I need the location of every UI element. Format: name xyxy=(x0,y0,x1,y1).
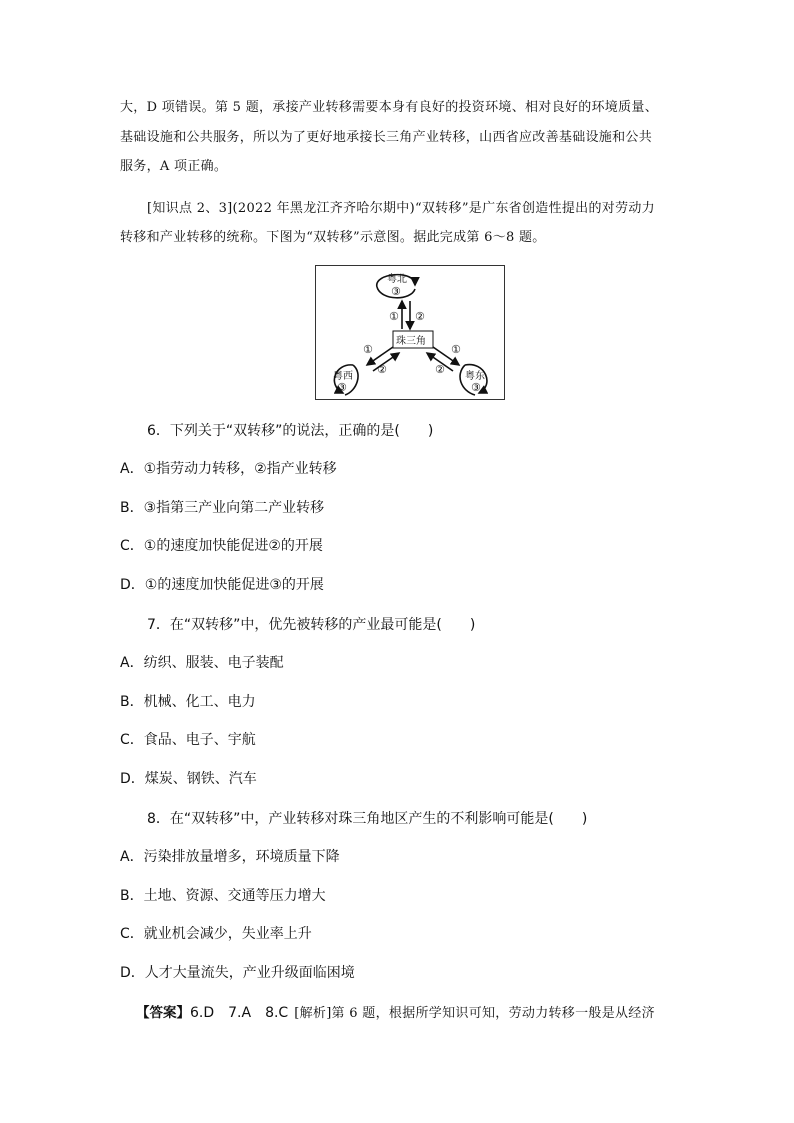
option-d: D．①的速度加快能促进③的开展 xyxy=(120,577,324,593)
answer-line xyxy=(136,1004,696,1023)
double-transfer-diagram xyxy=(315,265,505,400)
analysis-line-1: 大，D 项错误。第 5 题，承接产业转移需要本身有良好的投资环境、相对良好的环境质量、 xyxy=(120,100,658,115)
option-d: D．煤炭、钢铁、汽车 xyxy=(120,771,257,787)
question-stem: 7．在“双转移”中，优先被转移的产业最可能是( ) xyxy=(147,617,476,633)
analysis-line-2: 基础设施和公共服务，所以为了更好地承接长三角产业转移，山西省应改善基础设施和公共 xyxy=(120,130,653,145)
question-stem: 6．下列关于“双转移”的说法，正确的是( ) xyxy=(147,423,434,439)
west-mark-1: ① xyxy=(363,343,373,356)
region-north-label: 粤北 xyxy=(387,274,407,285)
west-mark-2: ② xyxy=(377,363,387,376)
option-a: A．①指劳动力转移，②指产业转移 xyxy=(120,461,337,477)
option-a: A．污染排放量增多，环境质量下降 xyxy=(120,849,340,865)
question-stem: 8．在“双转移”中，产业转移对珠三角地区产生的不利影响可能是( ) xyxy=(147,811,588,827)
region-east-label: 粤东 xyxy=(465,371,485,382)
east-mark-1: ① xyxy=(451,343,461,356)
region-west-label: 粤西 xyxy=(333,371,353,382)
west-mark-3: ③ xyxy=(337,381,347,394)
answer-label: 【答案】 xyxy=(136,1005,190,1021)
option-a: A．纺织、服装、电子装配 xyxy=(120,655,284,671)
north-mark-1: ① xyxy=(389,310,399,323)
option-c: C．食品、电子、宇航 xyxy=(120,732,256,748)
option-b: B．③指第三产业向第二产业转移 xyxy=(120,500,325,516)
option-c: C．就业机会减少，失业率上升 xyxy=(120,926,312,942)
intro-line-1: [知识点 2、3](2022 年黑龙江齐齐哈尔期中)“双转移”是广东省创造性提出的对劳动力 xyxy=(147,201,655,216)
analysis-line-3: 服务，A 项正确。 xyxy=(120,159,228,174)
option-c: C．①的速度加快能促进②的开展 xyxy=(120,538,323,554)
option-b: B．机械、化工、电力 xyxy=(120,694,256,710)
north-mark-3: ③ xyxy=(391,285,401,298)
east-mark-2: ② xyxy=(435,363,445,376)
option-d: D．人才大量流失，产业升级面临困境 xyxy=(120,965,355,981)
answer-analysis: [解析]第 6 题，根据所学知识可知，劳动力转移一般是从经济 xyxy=(294,1006,655,1021)
center-label: 珠三角 xyxy=(396,336,426,347)
answer-values: 6.D 7.A 8.C xyxy=(190,1005,289,1021)
east-mark-3: ③ xyxy=(471,381,481,394)
north-mark-2: ② xyxy=(415,310,425,323)
intro-line-2: 转移和产业转移的统称。下图为“双转移”示意图。据此完成第 6～8 题。 xyxy=(120,230,546,245)
option-b: B．土地、资源、交通等压力增大 xyxy=(120,888,326,904)
